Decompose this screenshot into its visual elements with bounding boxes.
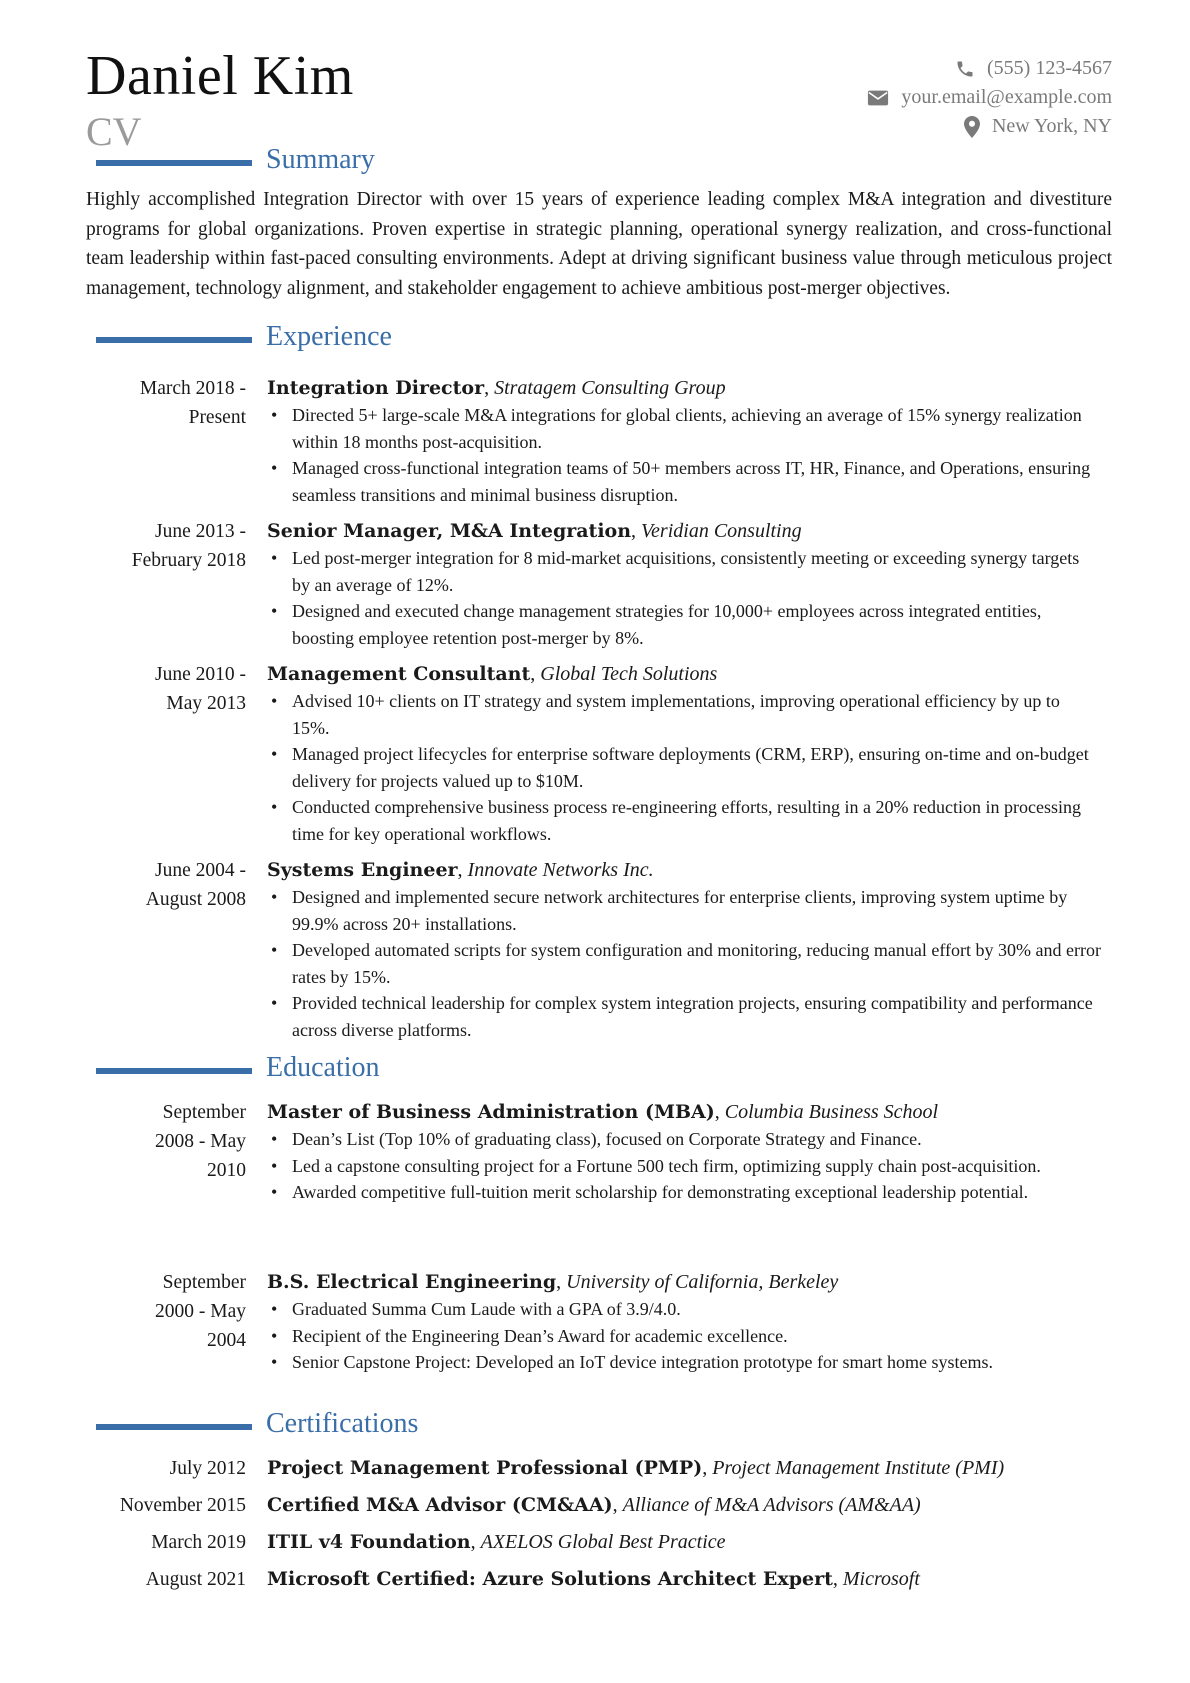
bullet-list [267,1126,1101,1206]
cert-title: Certified M&A Advisor (CM&AA), Alliance of M&A Advisors (AM&AA) [267,1494,921,1516]
document-subtitle: CV [86,109,142,154]
cert-body [267,1565,1101,1593]
entry-dates [86,1098,246,1185]
entry-dates [86,856,246,914]
entry-title: Integration Director, Stratagem Consulting Group [267,377,726,399]
entry-body [267,660,1101,847]
entry-dates [86,517,246,575]
date-line: September [162,1102,246,1123]
date-line: 2000 - May [155,1301,246,1322]
cert-name: Certified M&A Advisor (CM&AA) [267,1494,613,1516]
date-line: 2010 [207,1160,246,1181]
list-item: • Advised 10+ clients on IT strategy and system implementations, improving operational efficiency by up to 15%. [267,688,1101,741]
list-item: • Provided technical leadership for complex system integration projects, ensuring compatibility and performance across diverse platforms. [267,990,1101,1043]
person-name: Daniel Kim [86,45,354,107]
list-item: • Dean’s List (Top 10% of graduating class), focused on Corporate Strategy and Finance. [267,1126,1101,1153]
bullet-list [267,1296,1101,1376]
cert-name: ITIL v4 Foundation [267,1531,471,1553]
phone-text: (555) 123-4567 [987,57,1112,79]
map-pin-icon [964,116,980,138]
organization: Innovate Networks Inc. [467,859,654,881]
date-start: June 2010 - [155,664,246,685]
entry-title: Senior Manager, M&A Integration, Veridian Consulting [267,520,802,542]
list-item: • Led a capstone consulting project for a Fortune 500 tech firm, optimizing supply chain post-acquisition. [267,1153,1101,1180]
cert-title: ITIL v4 Foundation, AXELOS Global Best Practice [267,1531,726,1553]
entry-title: B.S. Electrical Engineering, University of California, Berkeley [267,1271,839,1293]
date-start: June 2004 - [155,860,246,881]
bullet-list [267,884,1101,1043]
date-end: May 2013 [166,693,246,714]
section-accent-bar [96,160,252,166]
date-end: February 2018 [131,550,246,571]
certification-row [0,1565,1190,1599]
list-item: • Designed and implemented secure network architectures for enterprise clients, improving system uptime by 99.9% across 20+ installations. [267,884,1101,937]
entry-body [267,517,1101,651]
date-end: August 2008 [145,889,246,910]
cert-body [267,1528,1101,1556]
list-item: • Senior Capstone Project: Developed an IoT device integration prototype for smart home systems. [267,1349,1101,1376]
cert-date: November 2015 [119,1495,246,1516]
section-accent-bar [96,1068,252,1074]
organization: Veridian Consulting [641,520,802,542]
cert-issuer: AXELOS Global Best Practice [480,1531,726,1553]
entry-title: Management Consultant, Global Tech Solutions [267,663,718,685]
envelope-icon [867,89,889,107]
entry-body [267,1098,1101,1206]
cert-name: Microsoft Certified: Azure Solutions Architect Expert [267,1568,833,1590]
list-item: • Awarded competitive full-tuition merit scholarship for demonstrating exceptional leadership potential. [267,1179,1101,1206]
list-item: • Conducted comprehensive business process re-engineering efforts, resulting in a 20% reduction in processing time for key operational workflows. [267,794,1101,847]
role: Integration Director [267,377,485,399]
date-line: 2008 - May [155,1131,246,1152]
list-item: • Recipient of the Engineering Dean’s Award for academic excellence. [267,1323,1101,1350]
cert-date: July 2012 [169,1458,246,1479]
section-title: Summary [266,144,375,175]
cert-date: August 2021 [145,1569,246,1590]
cert-body [267,1454,1101,1482]
date-line: September [162,1272,246,1293]
entry-body [267,374,1101,508]
contact-location [867,112,1112,141]
section-title: Certifications [266,1408,419,1439]
contact-email [867,83,1112,112]
contact-block [867,54,1112,141]
section-title: Education [266,1052,380,1083]
list-item: • Managed project lifecycles for enterprise software deployments (CRM, ERP), ensuring on-time and on-budget delivery for projects valued up to $10M. [267,741,1101,794]
cert-date: March 2019 [151,1532,246,1553]
cert-body [267,1491,1101,1519]
entry-dates [86,374,246,432]
list-item: • Designed and executed change management strategies for 10,000+ employees across integrated entities, boosting employee retention post-merger by 8%. [267,598,1101,651]
date-start: June 2013 - [155,521,246,542]
cert-issuer: Project Management Institute (PMI) [712,1457,1005,1479]
certification-row [0,1528,1190,1562]
organization: Stratagem Consulting Group [494,377,726,399]
entry-dates [86,660,246,718]
organization: Global Tech Solutions [540,663,718,685]
summary-text: Highly accomplished Integration Director with over 15 years of experience leading complex M&A integration and divestiture programs for global organizations. Proven expertise in strategic planning, operational synergy realization, and cross-functional team leadership within fast-paced consulting environments. Adept at driving significant business value through meticulous project management, technology alignment, and stakeholder engagement to achieve ambitious post-merger objectives. [86,189,1112,299]
cert-issuer: Microsoft [842,1568,920,1590]
entry-title: Master of Business Administration (MBA), Columbia Business School [267,1101,939,1123]
degree: B.S. Electrical Engineering [267,1271,557,1293]
role: Management Consultant [267,663,531,685]
cert-name: Project Management Professional (PMP) [267,1457,703,1479]
list-item: • Developed automated scripts for system configuration and monitoring, reducing manual effort by 30% and error rates by 15%. [267,937,1101,990]
bullet-list [267,402,1101,508]
contact-phone [867,54,1112,83]
role: Senior Manager, M&A Integration [267,520,632,542]
date-end: Present [188,407,246,428]
section-accent-bar [96,1424,252,1430]
school: Columbia Business School [724,1101,939,1123]
entry-title: Systems Engineer, Innovate Networks Inc. [267,859,654,881]
cert-title: Project Management Professional (PMP), Project Management Institute (PMI) [267,1457,1005,1479]
email-text[interactable]: your.email@example.com [901,86,1112,108]
certification-row [0,1454,1190,1488]
bullet-list [267,545,1101,651]
bullet-list [267,688,1101,847]
section-accent-bar [96,337,252,343]
section-title: Experience [266,321,392,352]
role: Systems Engineer [267,859,458,881]
entry-dates [86,1268,246,1355]
list-item: • Managed cross-functional integration teams of 50+ members across IT, HR, Finance, and Operations, ensuring seamless transitions and minimal business disruption. [267,455,1101,508]
date-line: 2004 [207,1330,246,1351]
cert-title: Microsoft Certified: Azure Solutions Architect Expert, Microsoft [267,1568,920,1590]
date-start: March 2018 - [139,378,246,399]
entry-body [267,856,1101,1043]
degree: Master of Business Administration (MBA) [267,1101,715,1123]
location-text: New York, NY [991,115,1112,137]
school: University of California, Berkeley [566,1271,839,1293]
phone-icon [955,59,975,79]
list-item: • Led post-merger integration for 8 mid-market acquisitions, consistently meeting or exceeding synergy targets by an average of 12%. [267,545,1101,598]
list-item: • Graduated Summa Cum Laude with a GPA of 3.9/4.0. [267,1296,1101,1323]
list-item: • Directed 5+ large-scale M&A integrations for global clients, achieving an average of 15% synergy realization within 18 months post-acquisition. [267,402,1101,455]
entry-body [267,1268,1101,1376]
cert-issuer: Alliance of M&A Advisors (AM&AA) [622,1494,921,1516]
certification-row [0,1491,1190,1525]
